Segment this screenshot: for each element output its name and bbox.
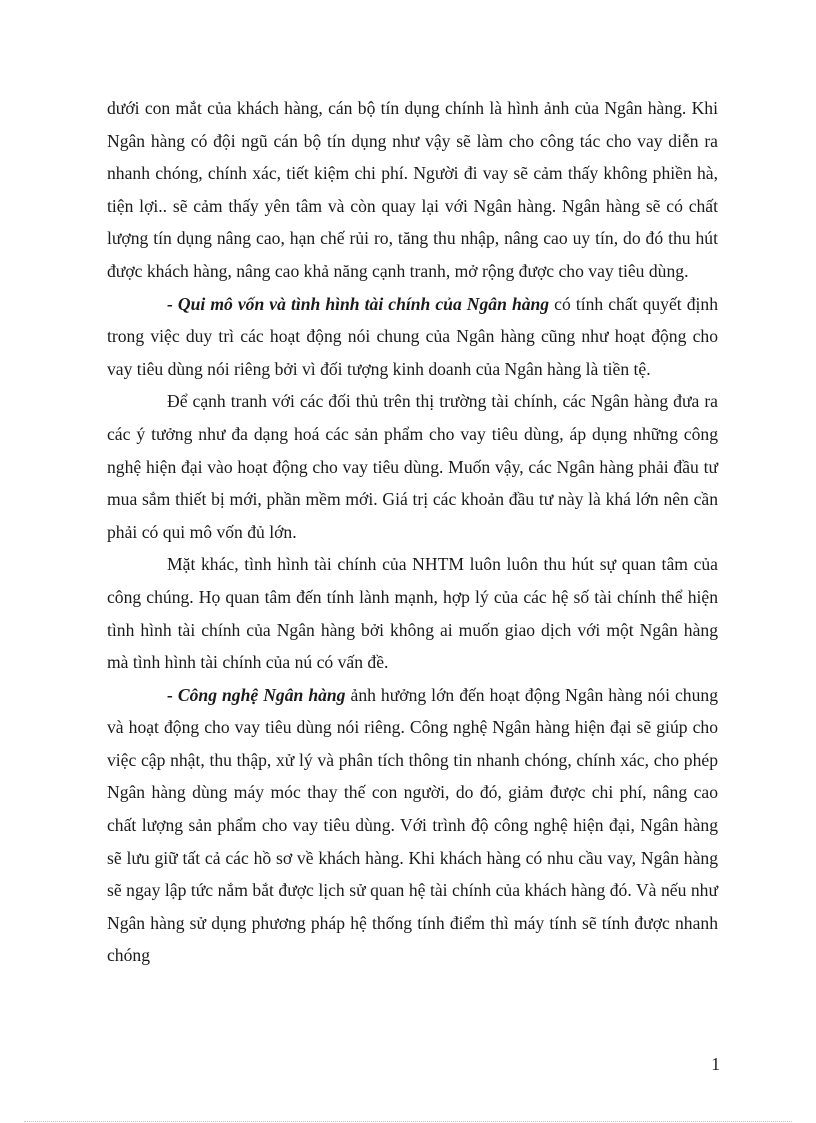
footer-dotted-rule: [24, 1121, 792, 1122]
page-number: 1: [711, 1054, 720, 1074]
paragraph-capital-and-finance: [107, 288, 718, 386]
paragraph-bank-technology: [107, 679, 718, 972]
paragraph-financial-health: Mặt khác, tình hình tài chính của NHTM luôn luôn thu hút sự quan tâm của công chúng. Họ quan tâm đến tính lành mạnh, hợp lý của các hệ số tài chính thể hiện tình hình tài chính của Ngân hàng bởi không ai muốn giao dịch với một Ngân hàng mà tình hình tài chính của nú có vấn đề.: [107, 554, 718, 673]
paragraph-loan-officer-image: dưới con mắt của khách hàng, cán bộ tín dụng chính là hình ảnh của Ngân hàng. Khi Ngân hàng có đội ngũ cán bộ tín dụng như vậy sẽ làm cho công tác cho vay diễn ra nhanh chóng, chính xác, tiết kiệm chi phí. Người đi vay sẽ cảm thấy không phiền hà, tiện lợi.. sẽ cảm thấy yên tâm và còn quay lại với Ngân hàng. Ngân hàng sẽ có chất lượng tín dụng nâng cao, hạn chế rủi ro, tăng thu nhập, nâng cao uy tín, do đó thu hút được khách hàng, nâng cao khả năng cạnh tranh, mở rộng được cho vay tiêu dùng.: [107, 98, 718, 281]
body-text: [107, 92, 718, 972]
paragraph-bank-technology-text: ảnh hưởng lớn đến hoạt động Ngân hàng nói chung và hoạt động cho vay tiêu dùng nói riêng. Công nghệ Ngân hàng hiện đại sẽ giúp cho việc cập nhật, thu thập, xử lý và phân tích thông tin nhanh chóng, chính xác, cho phép Ngân hàng dùng máy móc thay thế con người, do đó, giảm được chi phí, nâng cao chất lượng sản phẩm cho vay tiêu dùng. Với trình độ công nghệ hiện đại, Ngân hàng sẽ lưu giữ tất cả các hồ sơ về khách hàng. Khi khách hàng có nhu cầu vay, Ngân hàng sẽ ngay lập tức nắm bắt được lịch sử quan hệ tài chính của khách hàng đó. Và nếu như Ngân hàng sử dụng phương pháp hệ thống tính điểm thì máy tính sẽ tính được nhanh chóng: [107, 684, 718, 966]
paragraph-competition: Để cạnh tranh với các đối thủ trên thị trường tài chính, các Ngân hàng đưa ra các ý tưởng như đa dạng hoá các sản phẩm cho vay tiêu dùng, áp dụng những công nghệ hiện đại vào hoạt động cho vay tiêu dùng. Muốn vậy, các Ngân hàng phải đầu tư mua sắm thiết bị mới, phần mềm mới. Giá trị các khoản đầu tư này là khá lớn nên cần phải có qui mô vốn đủ lớn.: [107, 391, 718, 542]
heading-bank-technology: - Công nghệ Ngân hàng: [167, 684, 346, 705]
heading-capital-and-finance: - Qui mô vốn và tình hình tài chính của Ngân hàng: [167, 293, 550, 314]
paragraph-capital-and-finance-text: có tính chất quyết định trong việc duy trì các hoạt động nói chung của Ngân hàng cũng như hoạt động cho vay tiêu dùng nói riêng bởi vì đối tượng kinh doanh của Ngân hàng là tiền tệ.: [107, 293, 718, 379]
